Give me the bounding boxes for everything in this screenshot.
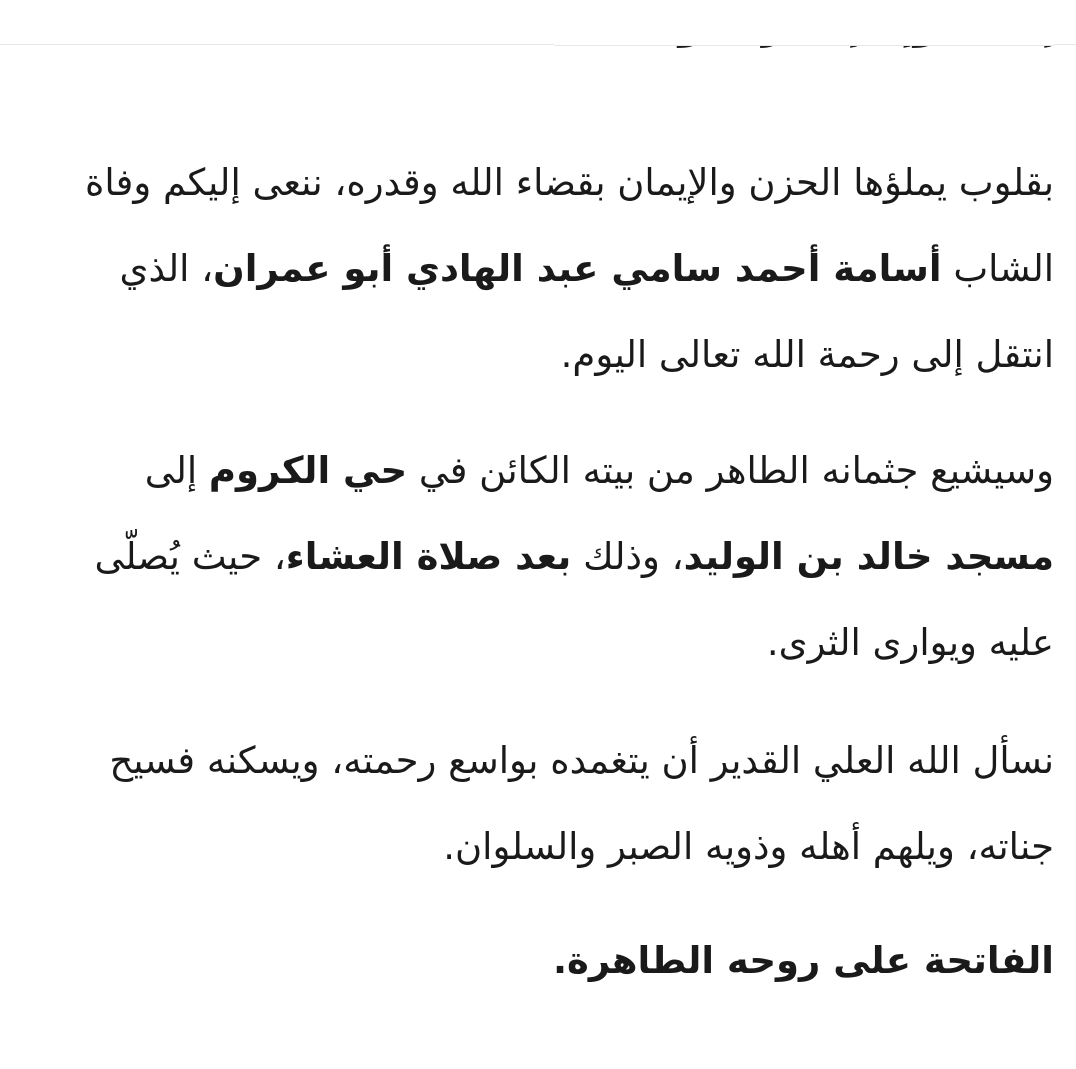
funeral-time: بعد صلاة العشاء bbox=[285, 535, 572, 578]
deceased-name: أسامة أحمد سامي عبد الهادي أبو عمران bbox=[213, 247, 942, 290]
neighborhood-name: حي الكروم bbox=[208, 449, 408, 492]
closing-text: الفاتحة على روحه الطاهرة. bbox=[552, 939, 1054, 982]
top-bar-overlay bbox=[554, 0, 1054, 46]
paragraph-funeral bbox=[40, 428, 1054, 686]
paragraph-announcement bbox=[40, 140, 1054, 398]
mosque-name: مسجد خالد بن الوليد bbox=[683, 535, 1054, 578]
funeral-text-4: ، حيث يُصلّى عليه ويوارى الثرى. bbox=[94, 535, 1054, 664]
heading-clip bbox=[554, 0, 1054, 86]
funeral-text-3: ، وذلك bbox=[583, 535, 684, 578]
funeral-text-1: وسيشيع جثمانه الطاهر من بيته الكائن في bbox=[418, 449, 1054, 492]
closing-line bbox=[40, 918, 1054, 1004]
funeral-text-2: إلى bbox=[144, 449, 198, 492]
announcement-outro: ، الذي انتقل إلى رحمة الله تعالى اليوم. bbox=[119, 247, 1054, 376]
paragraph-prayer: نسأل الله العلي القدير أن يتغمده بواسع رحمته، ويسكنه فسيح جناته، ويلهم أهله وذويه الصبر والسلوان. bbox=[109, 739, 1054, 868]
announcement-intro: بقلوب يملؤها الحزن والإيمان بقضاء الله وقدره، ننعى إليكم وفاة الشاب bbox=[84, 161, 1054, 290]
